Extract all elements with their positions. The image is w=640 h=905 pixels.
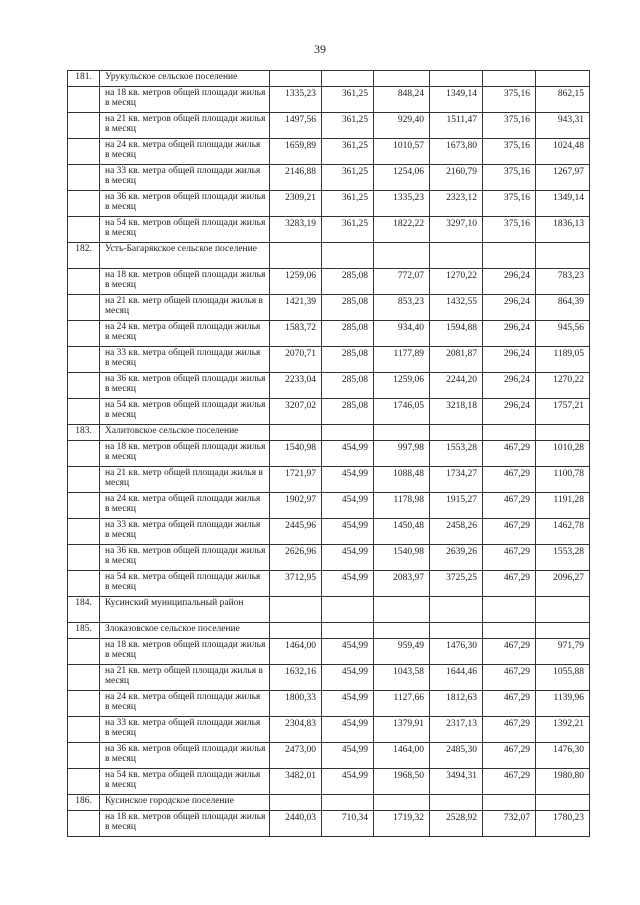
norm-label: на 24 кв. метра общей площади жилья в месяц: [100, 493, 270, 519]
value-cell-1: [270, 795, 322, 811]
row-number: [68, 571, 100, 597]
value-cell-6: 1191,28: [536, 493, 590, 519]
value-cell-2: [322, 243, 374, 269]
value-cell-3: 929,40: [374, 113, 430, 139]
norm-label: на 21 кв. метр общей площади жилья в месяц: [100, 665, 270, 691]
value-cell-5: 296,24: [483, 373, 536, 399]
value-cell-6: 971,79: [536, 639, 590, 665]
table-row: [68, 519, 590, 545]
value-cell-2: 454,99: [322, 441, 374, 467]
value-cell-3: 848,24: [374, 87, 430, 113]
value-cell-4: 1734,27: [430, 467, 483, 493]
value-cell-3: 1540,98: [374, 545, 430, 571]
value-cell-5: 467,29: [483, 571, 536, 597]
value-cell-4: 2528,92: [430, 811, 483, 837]
value-cell-6: [536, 795, 590, 811]
value-cell-1: 2473,00: [270, 743, 322, 769]
value-cell-6: 1476,30: [536, 743, 590, 769]
norm-label: на 18 кв. метров общей площади жилья в месяц: [100, 269, 270, 295]
row-number: [68, 347, 100, 373]
value-cell-5: 375,16: [483, 87, 536, 113]
row-number: [68, 519, 100, 545]
value-cell-5: 467,29: [483, 665, 536, 691]
value-cell-5: 375,16: [483, 217, 536, 243]
row-number: [68, 399, 100, 425]
row-number: 185.: [68, 623, 100, 639]
value-cell-1: 1800,33: [270, 691, 322, 717]
row-number: [68, 139, 100, 165]
norm-label: на 33 кв. метра общей площади жилья в месяц: [100, 347, 270, 373]
norm-label: на 24 кв. метра общей площади жилья в месяц: [100, 691, 270, 717]
value-cell-6: 1462,78: [536, 519, 590, 545]
value-cell-4: 1476,30: [430, 639, 483, 665]
value-cell-1: 1464,00: [270, 639, 322, 665]
norm-label: на 54 кв. метра общей площади жилья в месяц: [100, 571, 270, 597]
value-cell-1: 1902,97: [270, 493, 322, 519]
value-cell-4: 3725,25: [430, 571, 483, 597]
value-cell-3: 1450,48: [374, 519, 430, 545]
value-cell-3: [374, 425, 430, 441]
value-cell-1: 2070,71: [270, 347, 322, 373]
value-cell-2: 454,99: [322, 545, 374, 571]
value-cell-3: 1259,06: [374, 373, 430, 399]
value-cell-6: 1780,23: [536, 811, 590, 837]
value-cell-2: 361,25: [322, 113, 374, 139]
value-cell-2: 454,99: [322, 691, 374, 717]
value-cell-4: 2244,20: [430, 373, 483, 399]
value-cell-2: [322, 425, 374, 441]
value-cell-5: 467,29: [483, 493, 536, 519]
value-cell-6: 1010,28: [536, 441, 590, 467]
value-cell-3: 853,23: [374, 295, 430, 321]
settlement-name: Урукульское сельское поселение: [100, 71, 270, 87]
value-cell-5: 296,24: [483, 347, 536, 373]
value-cell-4: 1594,88: [430, 321, 483, 347]
value-cell-6: 1757,21: [536, 399, 590, 425]
value-cell-5: 375,16: [483, 139, 536, 165]
value-cell-5: [483, 597, 536, 623]
norm-label: на 54 кв. метров общей площади жилья в месяц: [100, 217, 270, 243]
value-cell-5: [483, 623, 536, 639]
value-cell-1: 2233,04: [270, 373, 322, 399]
value-cell-4: 2317,13: [430, 717, 483, 743]
value-cell-1: 2146,88: [270, 165, 322, 191]
value-cell-1: 1721,97: [270, 467, 322, 493]
table-row: [68, 639, 590, 665]
value-cell-1: 1632,16: [270, 665, 322, 691]
value-cell-2: 454,99: [322, 493, 374, 519]
value-cell-4: 3494,31: [430, 769, 483, 795]
row-number: [68, 87, 100, 113]
value-cell-2: 285,08: [322, 321, 374, 347]
norm-label: на 21 кв. метр общей площади жилья в месяц: [100, 467, 270, 493]
row-number: [68, 691, 100, 717]
row-number: [68, 113, 100, 139]
value-cell-3: 1464,00: [374, 743, 430, 769]
value-cell-5: 375,16: [483, 165, 536, 191]
table-row: [68, 295, 590, 321]
value-cell-4: 2160,79: [430, 165, 483, 191]
table-row: [68, 769, 590, 795]
value-cell-4: 1349,14: [430, 87, 483, 113]
value-cell-6: [536, 425, 590, 441]
norm-label: на 54 кв. метров общей площади жилья в месяц: [100, 399, 270, 425]
value-cell-5: 467,29: [483, 545, 536, 571]
value-cell-2: 454,99: [322, 717, 374, 743]
section-row: [68, 243, 590, 269]
value-cell-2: [322, 71, 374, 87]
row-number: 183.: [68, 425, 100, 441]
value-cell-3: [374, 623, 430, 639]
value-cell-6: 1267,97: [536, 165, 590, 191]
value-cell-4: 2323,12: [430, 191, 483, 217]
row-number: 184.: [68, 597, 100, 623]
value-cell-6: 943,31: [536, 113, 590, 139]
value-cell-1: [270, 623, 322, 639]
norm-label: на 33 кв. метра общей площади жилья в месяц: [100, 165, 270, 191]
value-cell-1: 1421,39: [270, 295, 322, 321]
norm-label: на 36 кв. метров общей площади жилья в месяц: [100, 191, 270, 217]
value-cell-4: 3218,18: [430, 399, 483, 425]
norm-label: на 21 кв. метров общей площади жилья в месяц: [100, 113, 270, 139]
norm-label: на 54 кв. метра общей площади жилья в месяц: [100, 769, 270, 795]
value-cell-3: 1335,23: [374, 191, 430, 217]
table-row: [68, 399, 590, 425]
table-row: [68, 441, 590, 467]
tariff-table: [67, 70, 590, 837]
norm-label: на 18 кв. метров общей площади жилья в месяц: [100, 811, 270, 837]
row-number: [68, 811, 100, 837]
norm-label: на 33 кв. метра общей площади жилья в месяц: [100, 717, 270, 743]
value-cell-1: 1583,72: [270, 321, 322, 347]
row-number: [68, 639, 100, 665]
section-row: [68, 71, 590, 87]
value-cell-3: 1127,66: [374, 691, 430, 717]
table-row: [68, 165, 590, 191]
value-cell-5: [483, 795, 536, 811]
value-cell-2: 454,99: [322, 743, 374, 769]
page-number: 39: [314, 42, 326, 56]
value-cell-6: 1553,28: [536, 545, 590, 571]
value-cell-2: 454,99: [322, 665, 374, 691]
value-cell-6: 1100,78: [536, 467, 590, 493]
settlement-name: Кусинское городское поселение: [100, 795, 270, 811]
row-number: [68, 769, 100, 795]
value-cell-6: 945,56: [536, 321, 590, 347]
value-cell-1: 2626,96: [270, 545, 322, 571]
value-cell-6: 1349,14: [536, 191, 590, 217]
row-number: [68, 717, 100, 743]
value-cell-2: 361,25: [322, 217, 374, 243]
value-cell-5: 467,29: [483, 691, 536, 717]
settlement-name: Усть-Багарякское сельское поселение: [100, 243, 270, 269]
value-cell-3: [374, 795, 430, 811]
value-cell-3: 772,07: [374, 269, 430, 295]
value-cell-2: 361,25: [322, 87, 374, 113]
table-row: [68, 321, 590, 347]
value-cell-6: 1024,48: [536, 139, 590, 165]
value-cell-2: 285,08: [322, 269, 374, 295]
value-cell-4: [430, 597, 483, 623]
table-row: [68, 373, 590, 399]
value-cell-3: 1254,06: [374, 165, 430, 191]
value-cell-2: 454,99: [322, 769, 374, 795]
value-cell-4: 1644,46: [430, 665, 483, 691]
row-number: 181.: [68, 71, 100, 87]
table-row: [68, 571, 590, 597]
value-cell-3: 934,40: [374, 321, 430, 347]
value-cell-6: 862,15: [536, 87, 590, 113]
value-cell-5: 296,24: [483, 399, 536, 425]
section-row: [68, 623, 590, 639]
value-cell-1: 3283,19: [270, 217, 322, 243]
section-row: [68, 425, 590, 441]
value-cell-4: [430, 243, 483, 269]
value-cell-5: [483, 425, 536, 441]
value-cell-1: 2445,96: [270, 519, 322, 545]
row-number: [68, 493, 100, 519]
value-cell-6: [536, 623, 590, 639]
settlement-name: Халитовское сельское поселение: [100, 425, 270, 441]
value-cell-3: 959,49: [374, 639, 430, 665]
table-row: [68, 87, 590, 113]
value-cell-2: 285,08: [322, 295, 374, 321]
value-cell-6: 1139,96: [536, 691, 590, 717]
value-cell-4: [430, 795, 483, 811]
value-cell-6: [536, 243, 590, 269]
value-cell-4: 2485,30: [430, 743, 483, 769]
norm-label: на 33 кв. метра общей площади жилья в месяц: [100, 519, 270, 545]
value-cell-1: 3712,95: [270, 571, 322, 597]
value-cell-2: 285,08: [322, 347, 374, 373]
value-cell-1: 3482,01: [270, 769, 322, 795]
value-cell-5: [483, 71, 536, 87]
norm-label: на 18 кв. метров общей площади жилья в месяц: [100, 441, 270, 467]
norm-label: на 36 кв. метров общей площади жилья в месяц: [100, 743, 270, 769]
value-cell-2: 361,25: [322, 191, 374, 217]
value-cell-6: [536, 71, 590, 87]
value-cell-1: 2304,83: [270, 717, 322, 743]
value-cell-3: 1746,05: [374, 399, 430, 425]
value-cell-3: 1088,48: [374, 467, 430, 493]
value-cell-6: 1055,88: [536, 665, 590, 691]
value-cell-5: 467,29: [483, 717, 536, 743]
row-number: [68, 269, 100, 295]
row-number: [68, 545, 100, 571]
value-cell-1: 1259,06: [270, 269, 322, 295]
value-cell-3: [374, 71, 430, 87]
value-cell-5: 467,29: [483, 519, 536, 545]
value-cell-5: 296,24: [483, 269, 536, 295]
norm-label: на 36 кв. метров общей площади жилья в месяц: [100, 545, 270, 571]
value-cell-4: [430, 425, 483, 441]
value-cell-5: 375,16: [483, 191, 536, 217]
value-cell-1: [270, 243, 322, 269]
value-cell-5: [483, 243, 536, 269]
value-cell-4: [430, 623, 483, 639]
value-cell-4: 2639,26: [430, 545, 483, 571]
row-number: [68, 665, 100, 691]
value-cell-2: 285,08: [322, 373, 374, 399]
value-cell-2: 285,08: [322, 399, 374, 425]
value-cell-3: 1010,57: [374, 139, 430, 165]
value-cell-3: 2083,97: [374, 571, 430, 597]
value-cell-6: 783,23: [536, 269, 590, 295]
value-cell-4: 2081,87: [430, 347, 483, 373]
value-cell-4: 1553,28: [430, 441, 483, 467]
norm-label: на 21 кв. метр общей площади жилья в месяц: [100, 295, 270, 321]
value-cell-2: 710,34: [322, 811, 374, 837]
value-cell-6: 864,39: [536, 295, 590, 321]
value-cell-2: 454,99: [322, 571, 374, 597]
row-number: [68, 441, 100, 467]
value-cell-4: 1511,47: [430, 113, 483, 139]
value-cell-4: 1812,63: [430, 691, 483, 717]
value-cell-3: 1379,91: [374, 717, 430, 743]
value-cell-1: 1497,56: [270, 113, 322, 139]
norm-label: на 24 кв. метра общей площади жилья в месяц: [100, 139, 270, 165]
value-cell-4: [430, 71, 483, 87]
settlement-name: Злоказовское сельское поселение: [100, 623, 270, 639]
value-cell-3: 997,98: [374, 441, 430, 467]
value-cell-6: 1980,80: [536, 769, 590, 795]
table-row: [68, 665, 590, 691]
table-row: [68, 217, 590, 243]
value-cell-1: [270, 597, 322, 623]
value-cell-6: 1189,05: [536, 347, 590, 373]
value-cell-6: 2096,27: [536, 571, 590, 597]
row-number: [68, 467, 100, 493]
value-cell-1: 2309,21: [270, 191, 322, 217]
table-row: [68, 545, 590, 571]
value-cell-6: 1392,21: [536, 717, 590, 743]
value-cell-3: 1719,32: [374, 811, 430, 837]
value-cell-1: 1540,98: [270, 441, 322, 467]
row-number: [68, 165, 100, 191]
row-number: 182.: [68, 243, 100, 269]
value-cell-2: [322, 597, 374, 623]
settlement-name: Кусинский муниципальный район: [100, 597, 270, 623]
value-cell-3: 1043,58: [374, 665, 430, 691]
table-row: [68, 691, 590, 717]
value-cell-1: [270, 425, 322, 441]
value-cell-5: 732,07: [483, 811, 536, 837]
value-cell-6: [536, 597, 590, 623]
table-row: [68, 113, 590, 139]
value-cell-2: [322, 795, 374, 811]
value-cell-3: 1178,98: [374, 493, 430, 519]
row-number: 186.: [68, 795, 100, 811]
value-cell-4: 1432,55: [430, 295, 483, 321]
section-row: [68, 795, 590, 811]
norm-label: на 18 кв. метров общей площади жилья в месяц: [100, 639, 270, 665]
value-cell-4: 3297,10: [430, 217, 483, 243]
table-row: [68, 493, 590, 519]
value-cell-2: 361,25: [322, 139, 374, 165]
row-number: [68, 191, 100, 217]
table-row: [68, 717, 590, 743]
value-cell-5: 296,24: [483, 295, 536, 321]
value-cell-5: 467,29: [483, 743, 536, 769]
value-cell-5: 467,29: [483, 441, 536, 467]
row-number: [68, 321, 100, 347]
row-number: [68, 373, 100, 399]
value-cell-3: 1177,89: [374, 347, 430, 373]
value-cell-1: 1659,89: [270, 139, 322, 165]
value-cell-3: [374, 243, 430, 269]
table-row: [68, 347, 590, 373]
section-row: [68, 597, 590, 623]
value-cell-1: 1335,23: [270, 87, 322, 113]
value-cell-2: 454,99: [322, 639, 374, 665]
table-row: [68, 811, 590, 837]
value-cell-3: [374, 597, 430, 623]
value-cell-2: 454,99: [322, 519, 374, 545]
table-row: [68, 467, 590, 493]
row-number: [68, 743, 100, 769]
row-number: [68, 217, 100, 243]
value-cell-5: 296,24: [483, 321, 536, 347]
value-cell-5: 467,29: [483, 639, 536, 665]
value-cell-5: 375,16: [483, 113, 536, 139]
table-row: [68, 139, 590, 165]
value-cell-3: 1968,50: [374, 769, 430, 795]
table-row: [68, 743, 590, 769]
norm-label: на 24 кв. метра общей площади жилья в месяц: [100, 321, 270, 347]
value-cell-1: 2440,03: [270, 811, 322, 837]
value-cell-1: 3207,02: [270, 399, 322, 425]
value-cell-5: 467,29: [483, 769, 536, 795]
value-cell-4: 2458,26: [430, 519, 483, 545]
value-cell-4: 1915,27: [430, 493, 483, 519]
value-cell-2: [322, 623, 374, 639]
value-cell-1: [270, 71, 322, 87]
table-row: [68, 191, 590, 217]
value-cell-6: 1836,13: [536, 217, 590, 243]
value-cell-5: 467,29: [483, 467, 536, 493]
value-cell-4: 1270,22: [430, 269, 483, 295]
row-number: [68, 295, 100, 321]
norm-label: на 18 кв. метров общей площади жилья в месяц: [100, 87, 270, 113]
value-cell-6: 1270,22: [536, 373, 590, 399]
value-cell-2: 361,25: [322, 165, 374, 191]
norm-label: на 36 кв. метров общей площади жилья в месяц: [100, 373, 270, 399]
value-cell-4: 1673,80: [430, 139, 483, 165]
table-row: [68, 269, 590, 295]
value-cell-3: 1822,22: [374, 217, 430, 243]
value-cell-2: 454,99: [322, 467, 374, 493]
